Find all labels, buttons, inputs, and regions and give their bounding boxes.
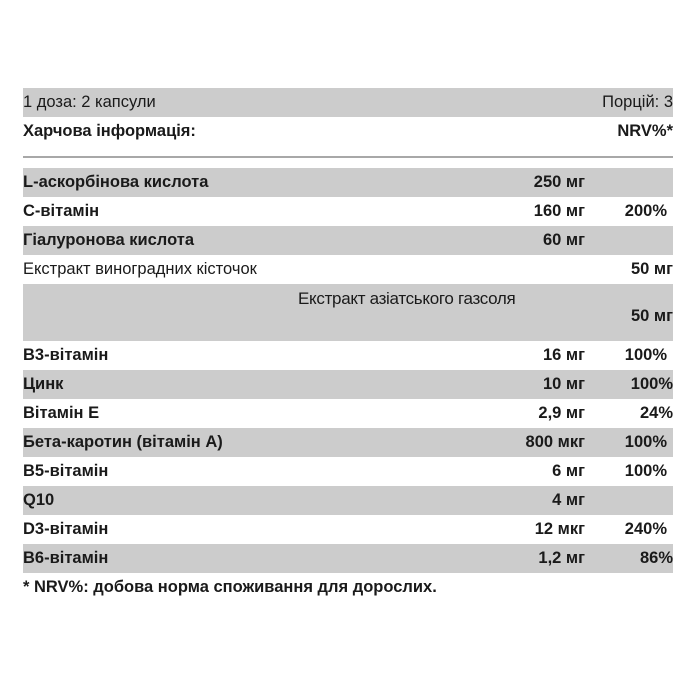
nrv-footnote: * NRV%: добова норма споживання для дорослих. xyxy=(23,578,437,596)
ingredient-nrv: 200% xyxy=(624,202,667,220)
ingredient-amount: 50 мг xyxy=(630,260,673,278)
info-label: Харчова інформація: xyxy=(23,122,196,140)
ingredient-nrv: 100% xyxy=(624,433,667,451)
table-row xyxy=(23,544,673,573)
ingredient-amount: 1,2 мг xyxy=(538,549,585,567)
nutrition-table xyxy=(23,88,673,602)
ingredient-name: Екстракт азіатського газсоля xyxy=(298,289,516,308)
ingredient-amount: 2,9 мг xyxy=(538,404,585,422)
ingredient-nrv: 100% xyxy=(624,346,667,364)
ingredient-amount: 4 мг xyxy=(552,491,585,509)
table-row xyxy=(23,255,673,284)
ingredient-amount: 160 мг xyxy=(533,202,585,220)
ingredient-amount: 60 мг xyxy=(542,231,585,249)
table-row xyxy=(23,341,673,370)
ingredient-name: Гіалуронова кислота xyxy=(23,231,194,249)
ingredient-amount: 16 мг xyxy=(542,346,585,364)
ingredient-name: Цинк xyxy=(23,375,64,393)
table-row xyxy=(23,399,673,428)
ingredient-name: Екстракт виноградних кісточок xyxy=(23,260,257,278)
divider xyxy=(23,156,673,158)
ingredient-name: Вітамін Е xyxy=(23,404,100,422)
ingredient-name: В5-вітамін xyxy=(23,462,109,480)
ingredient-amount: 6 мг xyxy=(552,462,585,480)
dose-row xyxy=(23,88,673,117)
spacer xyxy=(23,146,673,156)
table-row xyxy=(23,284,673,341)
nrv-header: NRV%* xyxy=(617,122,673,140)
table-row xyxy=(23,226,673,255)
info-header-row xyxy=(23,117,673,146)
table-row xyxy=(23,197,673,226)
table-row xyxy=(23,486,673,515)
ingredient-name: В6-вітамін xyxy=(23,549,109,567)
table-row xyxy=(23,428,673,457)
dose-label: 1 доза: 2 капсули xyxy=(23,93,156,111)
ingredient-nrv: 86% xyxy=(639,549,673,567)
ingredient-amount: 800 мкг xyxy=(525,433,585,451)
ingredient-amount: 250 мг xyxy=(533,173,585,191)
ingredient-amount: 12 мкг xyxy=(534,520,585,538)
table-row xyxy=(23,168,673,197)
ingredient-nrv: 100% xyxy=(630,375,673,393)
table-row xyxy=(23,370,673,399)
table-row xyxy=(23,457,673,486)
ingredient-name: С-вітамін xyxy=(23,202,100,220)
table-row xyxy=(23,515,673,544)
ingredient-amount: 50 мг xyxy=(630,307,673,325)
ingredient-nrv: 240% xyxy=(624,520,667,538)
ingredient-name: L-аскорбінова кислота xyxy=(23,173,209,191)
ingredient-nrv: 24% xyxy=(639,404,673,422)
ingredient-nrv: 100% xyxy=(624,462,667,480)
ingredient-name: Q10 xyxy=(23,491,55,509)
ingredient-name: В3-вітамін xyxy=(23,346,109,364)
ingredient-amount: 10 мг xyxy=(542,375,585,393)
ingredient-name: D3-вітамін xyxy=(23,520,109,538)
ingredient-name: Бета-каротин (вітамін А) xyxy=(23,433,223,451)
servings-label: Порцій: 3 xyxy=(602,93,673,111)
